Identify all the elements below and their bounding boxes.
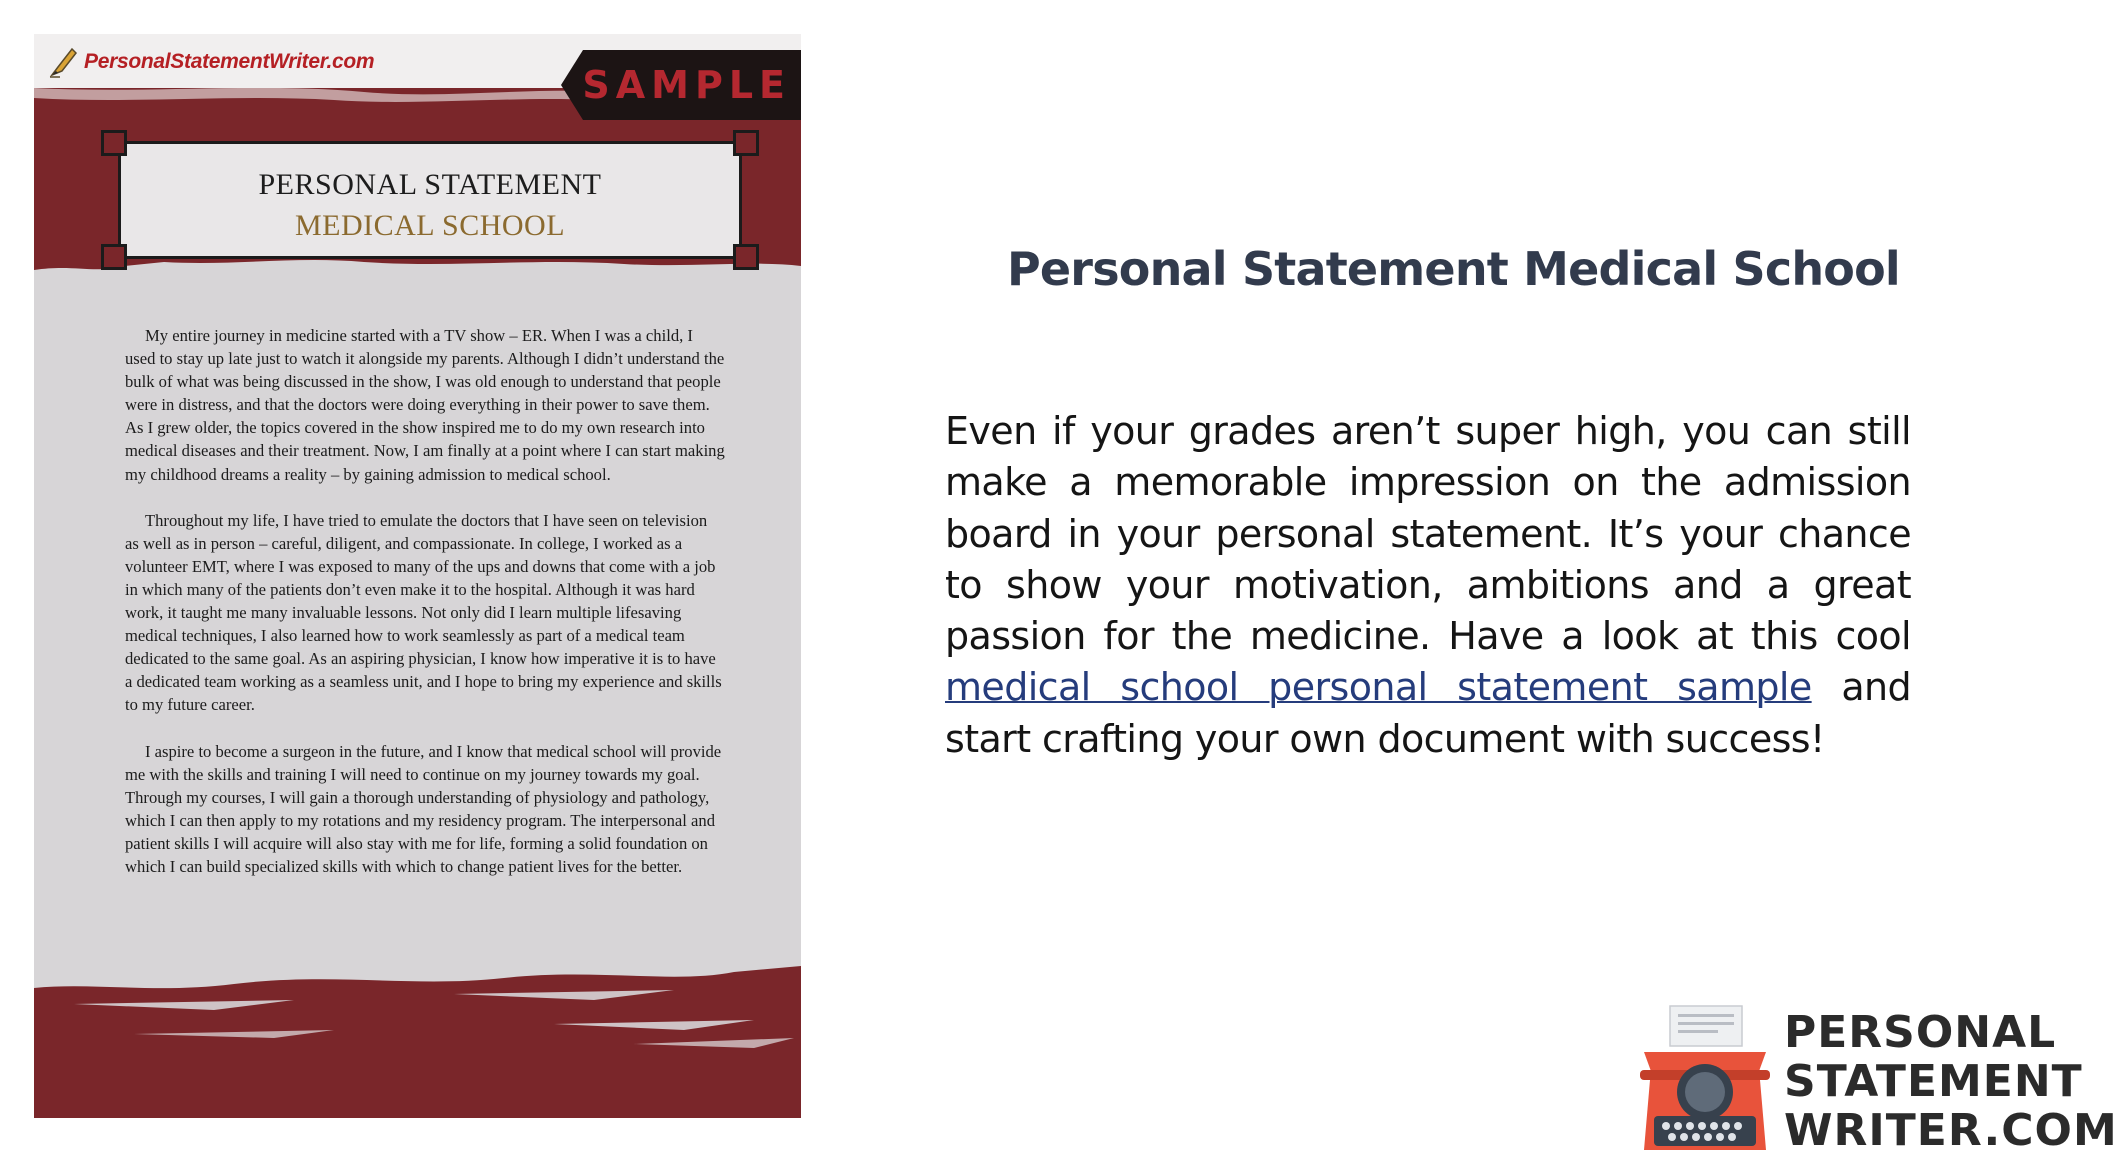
document-bottom-band xyxy=(34,964,801,1118)
document-site-brand xyxy=(48,42,374,82)
title-box-corner xyxy=(101,244,127,270)
pen-icon xyxy=(48,45,78,79)
title-box-corner xyxy=(733,130,759,156)
logo-line: STATEMENT xyxy=(1784,1056,2083,1107)
document-title: PERSONAL STATEMENT xyxy=(258,168,602,201)
title-box-corner xyxy=(101,130,127,156)
document-subtitle: MEDICAL SCHOOL xyxy=(294,209,566,242)
document-title-box xyxy=(118,141,742,259)
brush-stroke-bottom xyxy=(34,964,801,1118)
page-title: Personal Statement Medical School xyxy=(1007,242,1900,296)
sample-document xyxy=(34,34,801,1118)
paragraph-text-after-link: and start crafting your own document with success! xyxy=(945,665,1912,761)
logo-wordmark xyxy=(1784,1007,2118,1156)
document-body xyxy=(125,324,725,901)
intro-paragraph xyxy=(945,406,1911,765)
sample-label: SAMPLE xyxy=(582,63,791,107)
paragraph-text-before-link: Even if your grades aren’t super high, you can still make a memorable impression on the admission board in your personal statement. It’s your chance to show your motivation, ambitions and a great passion for the medicine. Have a look at this cool xyxy=(945,409,1911,659)
document-site-name: PersonalStatementWriter.com xyxy=(84,50,375,73)
title-box-corner xyxy=(733,244,759,270)
logo-line: PERSONAL xyxy=(1784,1007,2057,1058)
logo-line: WRITER.COM xyxy=(1784,1105,2118,1156)
document-paragraph: I aspire to become a surgeon in the future, and I know that medical school will provide me with the skills and training I will need to continue on my journey towards my goal. Through my courses, I will gain a thorough understanding of physiology and pathology, which I can then apply to my rotations and my residency program. The interpersonal and patient skills I will acquire will also stay with me for life, forming a solid foundation on which I can build specialized skills with which to change patient lives for the better. xyxy=(125,741,722,876)
brand-logo[interactable] xyxy=(1636,1000,2118,1156)
typewriter-icon xyxy=(1640,1004,1770,1152)
document-paragraph: My entire journey in medicine started with a TV show – ER. When I was a child, I used to stay up late just to watch it alongside my parents. Although I didn’t understand the bulk of what was being discussed in the show, I was old enough to understand that people were in distress, and that the doctors were doing everything in their power to save them. As I grew older, the topics covered in the show inspired me to do my own research into medical diseases and their treatment. Now, I am finally at a point where I can start making my childhood dreams a reality – by gaining admission to medical school. xyxy=(125,326,725,484)
document-paragraph: Throughout my life, I have tried to emulate the doctors that I have seen on television as well as in person – careful, diligent, and compassionate. In college, I worked as a volunteer EMT, where I was exposed to many of the ups and downs that come with a job in which many of the patients don’t even make it to the hospital. Although it was hard work, it taught me many invaluable lessons. Not only did I learn multiple lifesaving medical techniques, I also learned how to work seamlessly as part of a medical team dedicated to the same goal. As an aspiring physician, I know how imperative it is to have a dedicated team working as a seamless unit, and I hope to bring my experience and skills to my future career. xyxy=(125,510,722,715)
sample-link[interactable]: medical school personal statement sample xyxy=(945,665,1812,710)
